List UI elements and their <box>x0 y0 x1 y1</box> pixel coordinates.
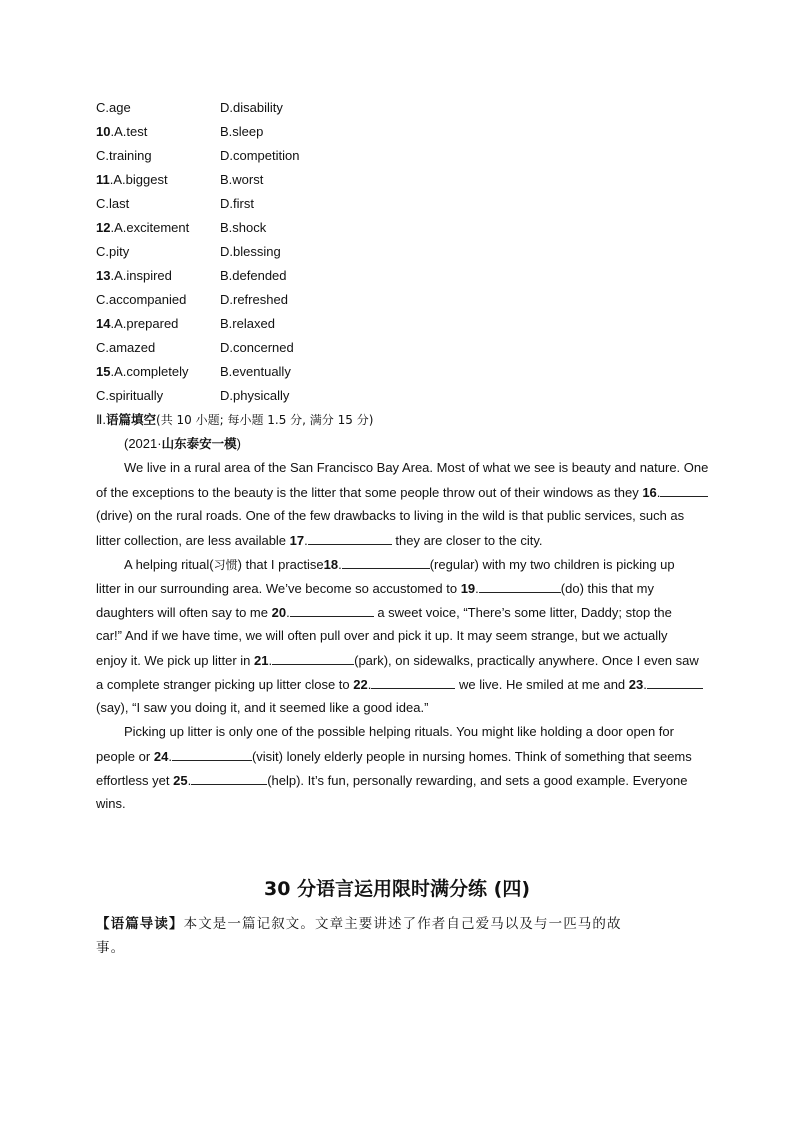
passage-line: wins. <box>96 796 126 811</box>
answer-blank[interactable] <box>308 530 392 545</box>
question-number: 13 <box>96 268 111 283</box>
passage-line: a complete stranger picking up litter close to 22. we live. He smiled at me and 23. <box>96 674 698 698</box>
option-row: 11.A.biggest B.worst <box>96 172 264 187</box>
answer-blank[interactable] <box>290 602 374 617</box>
question-number: 14 <box>96 316 111 331</box>
option-row: 14.A.prepared B.relaxed <box>96 316 275 331</box>
option-row: C.spiritually D.physically <box>96 388 290 403</box>
section-title: Ⅱ.语篇填空(共 10 小题; 每小题 1.5 分, 满分 15 分) <box>96 412 374 427</box>
answer-options <box>96 98 396 410</box>
passage-line: (drive) on the rural roads. One of the few drawbacks to living in the wild is that public services, such as <box>96 508 685 523</box>
answer-blank[interactable] <box>479 578 561 593</box>
passage-line: Picking up litter is only one of the possible helping rituals. You might like holding a door open for <box>124 724 674 739</box>
answer-blank[interactable] <box>660 482 708 497</box>
passage-line: (say), “I saw you doing it, and it seemed like a good idea.” <box>96 700 429 715</box>
option-row: 15.A.completely B.eventually <box>96 364 291 379</box>
passage-line: daughters will often say to me 20. a sweet voice, “There’s some litter, Daddy; stop the <box>96 602 698 626</box>
option-row: C.accompanied D.refreshed <box>96 292 288 307</box>
passage-line: car!” And if we have time, we will often pull over and pick it up. It may seem strange, but we actually <box>96 628 668 643</box>
option-row: 12.A.excitement B.shock <box>96 220 267 235</box>
question-number: 11 <box>96 172 110 187</box>
passage-line: people or 24. (visit) lonely elderly people in nursing homes. Think of something that seems <box>96 746 698 770</box>
passage-line: A helping ritual(习惯) that I practise18. (regular) with my two children is picking up <box>96 554 698 578</box>
answer-blank[interactable] <box>172 746 252 761</box>
option-row: C.last D.first <box>96 196 254 211</box>
option-row: C.pity D.blessing <box>96 244 281 259</box>
option-row: 13.A.inspired B.defended <box>96 268 287 283</box>
answer-blank[interactable] <box>191 770 267 785</box>
section-heading: 30 分语言运用限时满分练 (四) <box>263 878 531 900</box>
source-note: (2021·山东泰安一模) <box>124 436 241 451</box>
reading-guide: 【语篇导读】本文是一篇记叙文。文章主要讲述了作者自己爱马以及与一匹马的故 事。 <box>96 916 622 956</box>
passage-line: We live in a rural area of the San Francisco Bay Area. Most of what we see is beauty and nature. One <box>124 460 709 475</box>
option-row: 10.A.test B.sleep <box>96 124 264 139</box>
option-row: C.training D.competition <box>96 148 300 163</box>
answer-blank[interactable] <box>272 650 354 665</box>
answer-blank[interactable] <box>342 554 430 569</box>
question-number: 12 <box>96 220 111 235</box>
option-row: C.age D.disability <box>96 100 283 115</box>
passage-line: effortless yet 25. (help). It’s fun, personally rewarding, and sets a good example. Everyone <box>96 770 698 794</box>
option-row: C.amazed D.concerned <box>96 340 294 355</box>
passage <box>96 458 709 818</box>
answer-blank[interactable] <box>371 674 455 689</box>
question-number: 15 <box>96 364 111 379</box>
passage-line: of the exceptions to the beauty is the litter that some people throw out of their windows as they 16. <box>96 482 698 506</box>
passage-line: litter collection, are less available 17. they are closer to the city. <box>96 530 698 554</box>
question-number: 10 <box>96 124 111 139</box>
passage-line: litter in our surrounding area. We’ve become so accustomed to 19. (do) this that my <box>96 578 698 602</box>
answer-blank[interactable] <box>647 674 703 689</box>
passage-line: enjoy it. We pick up litter in 21. (park), on sidewalks, practically anywhere. Once I even saw <box>96 650 698 674</box>
